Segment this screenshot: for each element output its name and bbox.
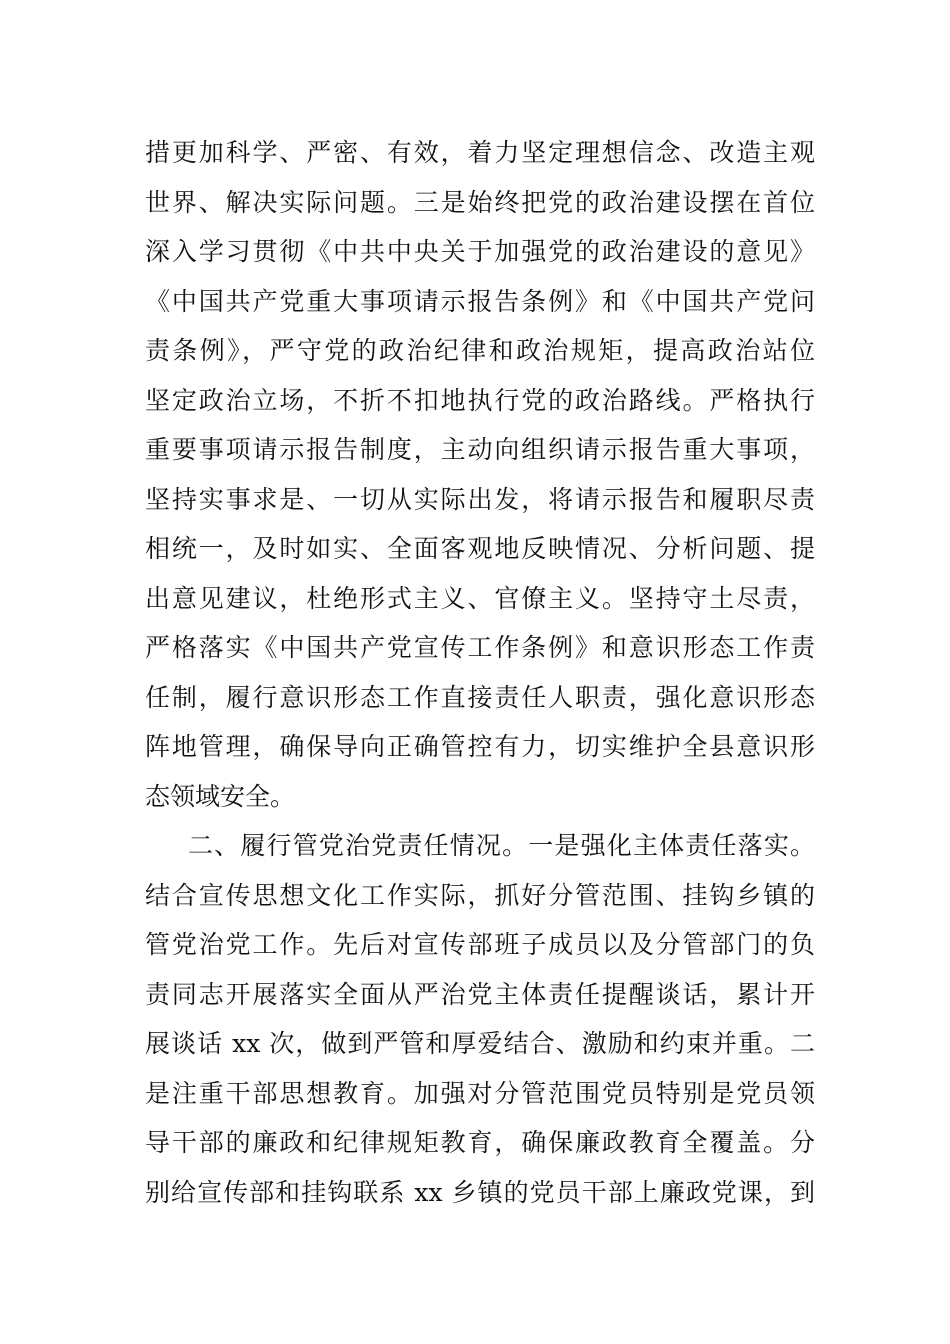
text-line: 别给宣传部和挂钩联系 xx 乡镇的党员干部上廉政党课，到	[145, 1177, 815, 1207]
body-text	[145, 128, 815, 1217]
text-line: 管党治党工作。先后对宣传部班子成员以及分管部门的负	[145, 930, 815, 959]
text-line: 措更加科学、严密、有效，着力坚定理想信念、改造主观	[145, 138, 815, 167]
text-line: 世界、解决实际问题。三是始终把党的政治建设摆在首位	[145, 187, 815, 217]
text-line: 坚持实事求是、一切从实际出发，将请示报告和履职尽责	[145, 484, 815, 514]
text-line: 严格落实《中国共产党宣传工作条例》和意识形态工作责	[145, 633, 815, 662]
text-line: 展谈话 xx 次，做到严管和厚爱结合、激励和约束并重。二	[145, 1029, 815, 1058]
text-line: 结合宣传思想文化工作实际，抓好分管范围、挂钩乡镇的	[145, 880, 815, 910]
text-line: 深入学习贯彻《中共中央关于加强党的政治建设的意见》	[145, 237, 815, 266]
text-line: 重要事项请示报告制度，主动向组织请示报告重大事项，	[145, 435, 815, 464]
text-line: 任制，履行意识形态工作直接责任人职责，强化意识形态	[145, 682, 815, 712]
paragraph-end-line: 态领域安全。	[145, 781, 296, 811]
text-line: 是注重干部思想教育。加强对分管范围党员特别是党员领	[145, 1078, 815, 1108]
text-line: 相统一，及时如实、全面客观地反映情况、分析问题、提	[145, 534, 815, 563]
text-line: 阵地管理，确保导向正确管控有力，切实维护全县意识形	[145, 732, 815, 761]
text-line: 《中国共产党重大事项请示报告条例》和《中国共产党问	[145, 286, 815, 316]
section-heading-line: 二、履行管党治党责任情况。一是强化主体责任落实。	[188, 831, 815, 860]
text-line: 责条例》，严守党的政治纪律和政治规矩，提高政治站位	[145, 336, 815, 365]
text-line: 导干部的廉政和纪律规矩教育，确保廉政教育全覆盖。分	[145, 1128, 815, 1157]
text-line: 出意见建议，杜绝形式主义、官僚主义。坚持守土尽责，	[145, 583, 815, 613]
text-line: 责同志开展落实全面从严治党主体责任提醒谈话，累计开	[145, 979, 815, 1009]
text-line: 坚定政治立场，不折不扣地执行党的政治路线。严格执行	[145, 385, 815, 415]
